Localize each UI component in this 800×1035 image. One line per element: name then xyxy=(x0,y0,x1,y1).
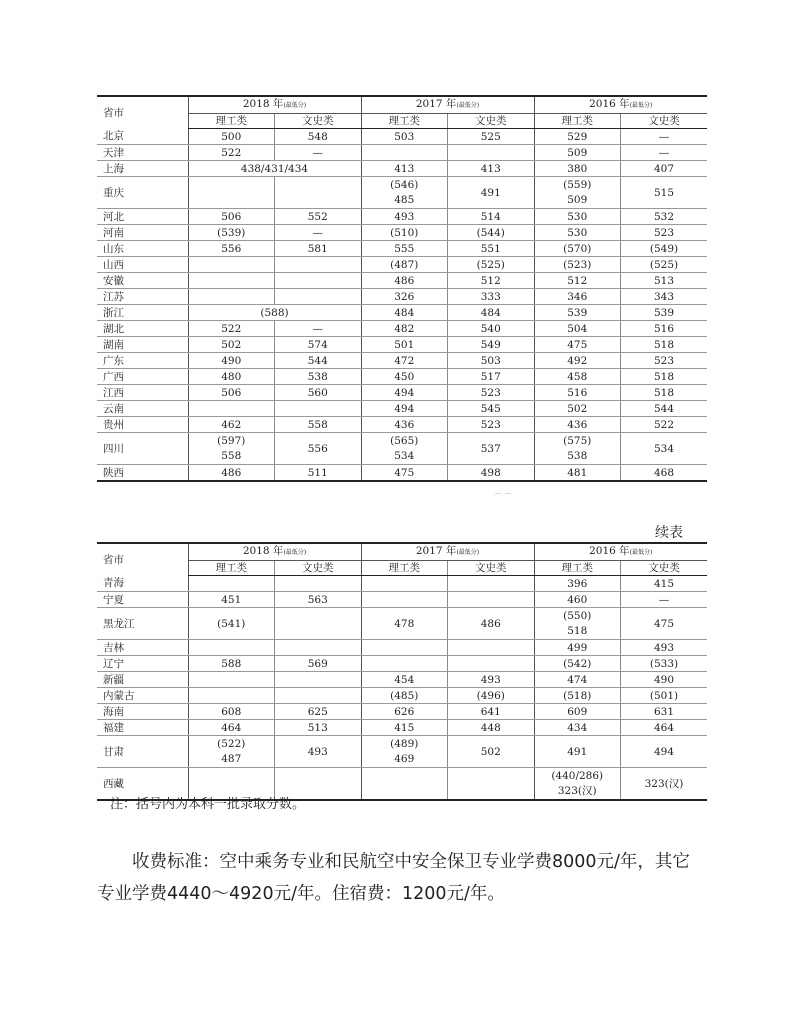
score-cell xyxy=(361,592,448,608)
score-cell: 569 xyxy=(275,656,362,672)
score-cell: 380 xyxy=(534,161,621,177)
score-cell-merged: (588) xyxy=(188,305,361,321)
province-cell: 天津 xyxy=(97,145,188,161)
score-cell: 506 xyxy=(188,209,275,225)
score-cell: 462 xyxy=(188,417,275,433)
table-row xyxy=(97,433,707,465)
table-row xyxy=(97,241,707,257)
score-cell: 512 xyxy=(534,273,621,289)
province-cell: 辽宁 xyxy=(97,656,188,672)
score-cell: 523 xyxy=(448,385,535,401)
score-cell: 451 xyxy=(188,592,275,608)
score-cell: 504 xyxy=(534,321,621,337)
score-cell: 415 xyxy=(621,576,708,592)
province-cell: 上海 xyxy=(97,161,188,177)
score-cell: (518) xyxy=(534,688,621,704)
score-cell: 560 xyxy=(275,385,362,401)
score-cell: 475 xyxy=(534,337,621,353)
score-cell xyxy=(448,768,535,801)
score-cell: 540 xyxy=(448,321,535,337)
score-cell xyxy=(448,640,535,656)
score-cell: 530 xyxy=(534,225,621,241)
score-cell: 500 xyxy=(188,129,275,145)
province-cell: 新疆 xyxy=(97,672,188,688)
score-cell: 490 xyxy=(621,672,708,688)
score-cell: 486 xyxy=(188,465,275,482)
score-cell: 481 xyxy=(534,465,621,482)
score-cell: — xyxy=(621,145,708,161)
score-cell: (523) xyxy=(534,257,621,273)
score-cell xyxy=(275,608,362,640)
score-cell xyxy=(361,656,448,672)
score-cell: 556 xyxy=(275,433,362,465)
table-row xyxy=(97,257,707,273)
score-cell xyxy=(275,672,362,688)
subcol-arts: 文史类 xyxy=(448,114,535,129)
score-cell: 454 xyxy=(361,672,448,688)
score-cell: 523 xyxy=(448,417,535,433)
score-cell xyxy=(361,145,448,161)
score-cell: 323(汉) xyxy=(621,768,708,801)
table-row xyxy=(97,720,707,736)
score-cell: 480 xyxy=(188,369,275,385)
score-cell: 493 xyxy=(448,672,535,688)
score-cell: 458 xyxy=(534,369,621,385)
province-cell: 黑龙江 xyxy=(97,608,188,640)
score-cell: 574 xyxy=(275,337,362,353)
province-cell: 海南 xyxy=(97,704,188,720)
score-cell: 545 xyxy=(448,401,535,417)
score-cell: 490 xyxy=(188,353,275,369)
province-cell: 浙江 xyxy=(97,305,188,321)
score-cell: 549 xyxy=(448,337,535,353)
score-cell: 563 xyxy=(275,592,362,608)
score-cell xyxy=(275,177,362,209)
score-cell: 539 xyxy=(621,305,708,321)
score-cell: 448 xyxy=(448,720,535,736)
table-row xyxy=(97,608,707,640)
score-table-body xyxy=(97,129,707,482)
score-cell: — xyxy=(275,225,362,241)
score-cell: 538 xyxy=(275,369,362,385)
province-cell: 河南 xyxy=(97,225,188,241)
table-row xyxy=(97,688,707,704)
score-cell: 539 xyxy=(534,305,621,321)
score-table-main xyxy=(97,95,707,482)
score-cell: (487) xyxy=(361,257,448,273)
score-cell: 502 xyxy=(448,736,535,768)
score-cell: 333 xyxy=(448,289,535,305)
score-cell: (525) xyxy=(448,257,535,273)
subcol-science: 理工类 xyxy=(361,561,448,576)
score-cell: 515 xyxy=(621,177,708,209)
score-cell: 475 xyxy=(621,608,708,640)
score-cell: 474 xyxy=(534,672,621,688)
score-cell: 552 xyxy=(275,209,362,225)
score-cell xyxy=(188,640,275,656)
score-cell: 558 xyxy=(275,417,362,433)
score-cell: (440/286) 323(汉) xyxy=(534,768,621,801)
score-cell: 626 xyxy=(361,704,448,720)
score-cell: 484 xyxy=(448,305,535,321)
score-cell: 516 xyxy=(621,321,708,337)
table-row xyxy=(97,417,707,433)
score-cell: 641 xyxy=(448,704,535,720)
score-cell: 522 xyxy=(188,145,275,161)
score-table-body xyxy=(97,576,707,801)
score-cell: 486 xyxy=(448,608,535,640)
province-cell: 江西 xyxy=(97,385,188,401)
score-cell: 493 xyxy=(361,209,448,225)
score-cell: 498 xyxy=(448,465,535,482)
table-row xyxy=(97,225,707,241)
score-cell: 509 xyxy=(534,145,621,161)
score-cell: (575) 538 xyxy=(534,433,621,465)
score-cell: 491 xyxy=(534,736,621,768)
province-cell: 重庆 xyxy=(97,177,188,209)
score-cell: 506 xyxy=(188,385,275,401)
score-cell xyxy=(188,672,275,688)
score-cell xyxy=(275,576,362,592)
score-cell: 512 xyxy=(448,273,535,289)
score-cell xyxy=(188,177,275,209)
year-header-2017: 2017 年(最低分) xyxy=(361,543,534,561)
score-cell xyxy=(275,257,362,273)
score-cell xyxy=(275,640,362,656)
score-cell: 517 xyxy=(448,369,535,385)
score-cell: 631 xyxy=(621,704,708,720)
score-cell: 537 xyxy=(448,433,535,465)
score-cell xyxy=(275,688,362,704)
table-row xyxy=(97,305,707,321)
province-cell: 山东 xyxy=(97,241,188,257)
score-cell: 522 xyxy=(621,417,708,433)
province-cell: 江苏 xyxy=(97,289,188,305)
subcol-science: 理工类 xyxy=(361,114,448,129)
score-cell: 555 xyxy=(361,241,448,257)
subcol-science: 理工类 xyxy=(534,114,621,129)
score-cell: (559) 509 xyxy=(534,177,621,209)
subcol-arts: 文史类 xyxy=(448,561,535,576)
table-row xyxy=(97,704,707,720)
score-cell: 530 xyxy=(534,209,621,225)
score-cell: 513 xyxy=(275,720,362,736)
score-cell xyxy=(448,576,535,592)
score-cell: 609 xyxy=(534,704,621,720)
table-row xyxy=(97,177,707,209)
score-cell xyxy=(275,401,362,417)
score-cell: 486 xyxy=(361,273,448,289)
table-row xyxy=(97,385,707,401)
score-cell: 588 xyxy=(188,656,275,672)
table-footnote: 注：括号内为本科一批录取分数。 xyxy=(110,797,306,812)
province-cell: 西藏 xyxy=(97,768,188,801)
year-header-2016: 2016 年(最低分) xyxy=(534,543,707,561)
score-cell: 529 xyxy=(534,129,621,145)
score-cell: 493 xyxy=(621,640,708,656)
province-cell: 河北 xyxy=(97,209,188,225)
table-row xyxy=(97,656,707,672)
table-row xyxy=(97,273,707,289)
score-cell: (546) 485 xyxy=(361,177,448,209)
province-cell: 宁夏 xyxy=(97,592,188,608)
score-cell: 484 xyxy=(361,305,448,321)
score-cell: 518 xyxy=(621,337,708,353)
score-cell: — xyxy=(275,321,362,337)
table-row xyxy=(97,640,707,656)
score-cell xyxy=(188,257,275,273)
score-cell: 503 xyxy=(361,129,448,145)
province-cell: 广西 xyxy=(97,369,188,385)
score-cell: 346 xyxy=(534,289,621,305)
score-cell: 343 xyxy=(621,289,708,305)
year-header-2017: 2017 年(最低分) xyxy=(361,96,534,114)
table-row xyxy=(97,736,707,768)
score-cell: 494 xyxy=(361,401,448,417)
score-cell: (565) 534 xyxy=(361,433,448,465)
score-cell: (544) xyxy=(448,225,535,241)
fee-text: 收费标准：空中乘务专业和民航空中安全保卫专业学费8000元/年，其它专业学费4440～4920元/年。住宿费：1200元/年。 xyxy=(97,852,690,904)
score-cell: 502 xyxy=(534,401,621,417)
score-cell: 413 xyxy=(448,161,535,177)
score-cell: 581 xyxy=(275,241,362,257)
province-cell: 青海 xyxy=(97,576,188,592)
score-cell: (541) xyxy=(188,608,275,640)
subcol-science: 理工类 xyxy=(188,114,275,129)
score-cell: — xyxy=(621,129,708,145)
table-row xyxy=(97,672,707,688)
score-cell: 460 xyxy=(534,592,621,608)
subcol-arts: 文史类 xyxy=(275,114,362,129)
score-cell: 450 xyxy=(361,369,448,385)
province-cell: 广东 xyxy=(97,353,188,369)
province-cell: 甘肃 xyxy=(97,736,188,768)
province-header: 省市 xyxy=(97,96,188,129)
score-cell: (570) xyxy=(534,241,621,257)
score-cell: 468 xyxy=(621,465,708,482)
score-cell: 436 xyxy=(361,417,448,433)
province-cell: 北京 xyxy=(97,129,188,145)
table-row xyxy=(97,592,707,608)
province-cell: 陕西 xyxy=(97,465,188,482)
score-cell: — xyxy=(275,145,362,161)
province-cell: 内蒙古 xyxy=(97,688,188,704)
score-cell: (485) xyxy=(361,688,448,704)
score-cell: (549) xyxy=(621,241,708,257)
score-cell: 413 xyxy=(361,161,448,177)
table-row xyxy=(97,369,707,385)
table-row xyxy=(97,337,707,353)
score-cell: (550) 518 xyxy=(534,608,621,640)
scan-mark: ⌒ ⌒ xyxy=(494,493,513,502)
score-cell: (539) xyxy=(188,225,275,241)
score-cell xyxy=(361,576,448,592)
score-cell xyxy=(361,768,448,801)
province-cell: 吉林 xyxy=(97,640,188,656)
score-cell xyxy=(448,145,535,161)
score-cell: 548 xyxy=(275,129,362,145)
province-cell: 福建 xyxy=(97,720,188,736)
table-row xyxy=(97,401,707,417)
score-cell xyxy=(188,576,275,592)
province-header: 省市 xyxy=(97,543,188,576)
score-cell: 511 xyxy=(275,465,362,482)
province-cell: 四川 xyxy=(97,433,188,465)
province-cell: 安徽 xyxy=(97,273,188,289)
score-cell: 434 xyxy=(534,720,621,736)
score-cell: (542) xyxy=(534,656,621,672)
score-cell: 499 xyxy=(534,640,621,656)
score-cell: 491 xyxy=(448,177,535,209)
score-cell xyxy=(448,656,535,672)
score-table-continued xyxy=(97,542,707,801)
score-cell: 482 xyxy=(361,321,448,337)
year-header-2018: 2018 年(最低分) xyxy=(188,543,361,561)
score-cell: (522) 487 xyxy=(188,736,275,768)
score-cell xyxy=(188,273,275,289)
score-cell: 551 xyxy=(448,241,535,257)
score-cell: 514 xyxy=(448,209,535,225)
continued-label: 续表 xyxy=(655,525,683,541)
score-cell: 523 xyxy=(621,225,708,241)
year-header-2016: 2016 年(最低分) xyxy=(534,96,707,114)
score-cell: 493 xyxy=(275,736,362,768)
score-cell xyxy=(361,640,448,656)
table-row xyxy=(97,129,707,145)
score-cell: (489) 469 xyxy=(361,736,448,768)
score-cell: 478 xyxy=(361,608,448,640)
score-cell: 532 xyxy=(621,209,708,225)
score-cell: 544 xyxy=(621,401,708,417)
score-cell: 464 xyxy=(188,720,275,736)
table-row xyxy=(97,289,707,305)
score-cell: 534 xyxy=(621,433,708,465)
table-row xyxy=(97,321,707,337)
score-cell: 396 xyxy=(534,576,621,592)
province-cell: 云南 xyxy=(97,401,188,417)
subcol-arts: 文史类 xyxy=(621,114,708,129)
score-cell: 518 xyxy=(621,369,708,385)
subcol-science: 理工类 xyxy=(534,561,621,576)
score-cell: 523 xyxy=(621,353,708,369)
province-cell: 湖北 xyxy=(97,321,188,337)
score-cell: 544 xyxy=(275,353,362,369)
score-cell: 415 xyxy=(361,720,448,736)
score-cell: (496) xyxy=(448,688,535,704)
province-cell: 贵州 xyxy=(97,417,188,433)
score-cell: 494 xyxy=(621,736,708,768)
score-cell: — xyxy=(621,592,708,608)
table-row xyxy=(97,353,707,369)
score-cell xyxy=(188,289,275,305)
score-cell xyxy=(188,688,275,704)
score-cell: 472 xyxy=(361,353,448,369)
score-cell: 556 xyxy=(188,241,275,257)
subcol-science: 理工类 xyxy=(188,561,275,576)
table-row xyxy=(97,576,707,592)
table-row xyxy=(97,465,707,482)
score-cell xyxy=(275,289,362,305)
score-cell: 407 xyxy=(621,161,708,177)
score-cell: 608 xyxy=(188,704,275,720)
score-cell: 518 xyxy=(621,385,708,401)
score-cell: (510) xyxy=(361,225,448,241)
table-row xyxy=(97,145,707,161)
score-cell: 475 xyxy=(361,465,448,482)
subcol-arts: 文史类 xyxy=(621,561,708,576)
score-cell xyxy=(448,592,535,608)
year-header-2018: 2018 年(最低分) xyxy=(188,96,361,114)
score-cell: 516 xyxy=(534,385,621,401)
score-cell: 513 xyxy=(621,273,708,289)
fee-paragraph xyxy=(97,846,697,910)
score-cell: 502 xyxy=(188,337,275,353)
province-cell: 山西 xyxy=(97,257,188,273)
score-cell: 525 xyxy=(448,129,535,145)
province-cell: 湖南 xyxy=(97,337,188,353)
subcol-arts: 文史类 xyxy=(275,561,362,576)
score-cell: (501) xyxy=(621,688,708,704)
score-cell: (525) xyxy=(621,257,708,273)
score-cell: 625 xyxy=(275,704,362,720)
score-cell: 326 xyxy=(361,289,448,305)
score-cell: 501 xyxy=(361,337,448,353)
score-cell: (597) 558 xyxy=(188,433,275,465)
score-cell-merged: 438/431/434 xyxy=(188,161,361,177)
score-cell: 436 xyxy=(534,417,621,433)
score-cell: (533) xyxy=(621,656,708,672)
score-cell: 522 xyxy=(188,321,275,337)
table-row xyxy=(97,209,707,225)
score-cell: 492 xyxy=(534,353,621,369)
score-cell: 494 xyxy=(361,385,448,401)
score-cell xyxy=(275,273,362,289)
score-cell: 503 xyxy=(448,353,535,369)
score-cell xyxy=(188,401,275,417)
table-row xyxy=(97,161,707,177)
score-cell: 464 xyxy=(621,720,708,736)
